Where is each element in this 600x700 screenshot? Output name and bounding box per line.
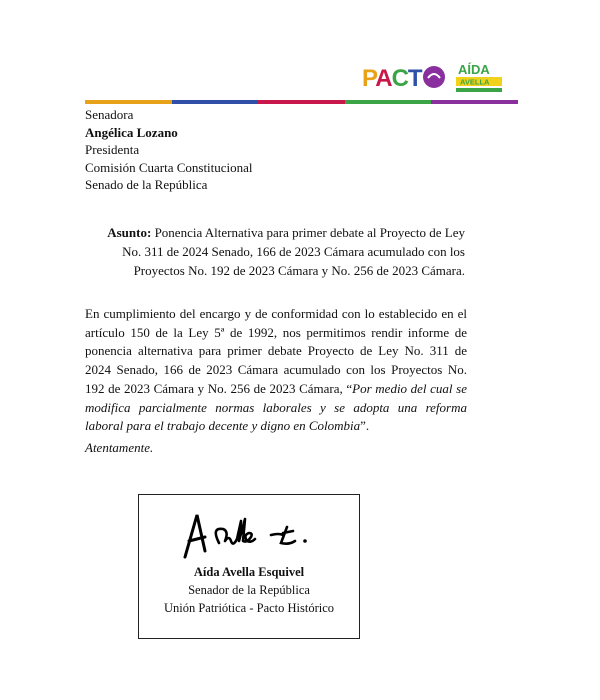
addressee-position: Presidenta <box>85 142 140 157</box>
body-paragraph <box>85 305 467 436</box>
aida-avella-logo <box>456 60 506 94</box>
addressee-name: Angélica Lozano <box>85 124 178 140</box>
rule-segment <box>345 100 432 104</box>
rule-segment <box>85 100 172 104</box>
header-color-rule <box>85 100 518 104</box>
closing-text: Atentamente. <box>85 440 154 455</box>
addressee-institution: Senado de la República <box>85 177 208 192</box>
addressee-commission: Comisión Cuarta Constitucional <box>85 159 253 175</box>
body-text-end: ”. <box>360 418 370 434</box>
rule-segment <box>172 100 259 104</box>
signature-box <box>138 494 360 639</box>
signatory-party: Unión Patriótica - Pacto Histórico <box>163 601 335 615</box>
handwritten-signature <box>179 507 329 562</box>
body-text-italic: Por medio del cual se modifica parcialmente normas laborales y se adopta una reforma laboral para el trabajo decente y digno en Colombia <box>85 380 467 434</box>
svg-text:PACT: PACT <box>362 65 422 92</box>
signatory-role: Senador de la República <box>188 583 310 597</box>
subject-text: Ponencia Alternativa para primer debate al Proyecto de Ley No. 311 de 2024 Senado, 166 de 2023 Cámara acumulado con los Proyectos No. 192 de 2023 Cámara y No. 256 de 2023 Cámara. <box>122 225 465 278</box>
addressee-block <box>85 106 253 194</box>
subject-block <box>85 223 465 280</box>
signatory-name: Aída Avella Esquivel <box>193 565 305 579</box>
rule-segment <box>431 100 518 104</box>
header-logos <box>362 60 518 94</box>
addressee-title: Senadora <box>85 107 134 122</box>
body-text-plain: En cumplimiento del encargo y de conformidad con lo establecido en el artículo 150 de la Ley 5ª de 1992, nos permitimos rendir informe de ponencia alternativa para primer debate Proyecto de Ley No. 311 de 2024 Senado, 166 de 2023 Cámara acumulado con los Proyectos No. 192 de 2023 Cámara y No. 256 de 2023 Cámara, “ <box>85 306 467 396</box>
rule-segment <box>258 100 345 104</box>
svg-text:AÍDA: AÍDA <box>458 62 490 77</box>
subject-label: Asunto: <box>107 225 152 240</box>
pacto-historico-logo <box>362 62 446 92</box>
svg-text:AVELLA: AVELLA <box>460 77 490 87</box>
